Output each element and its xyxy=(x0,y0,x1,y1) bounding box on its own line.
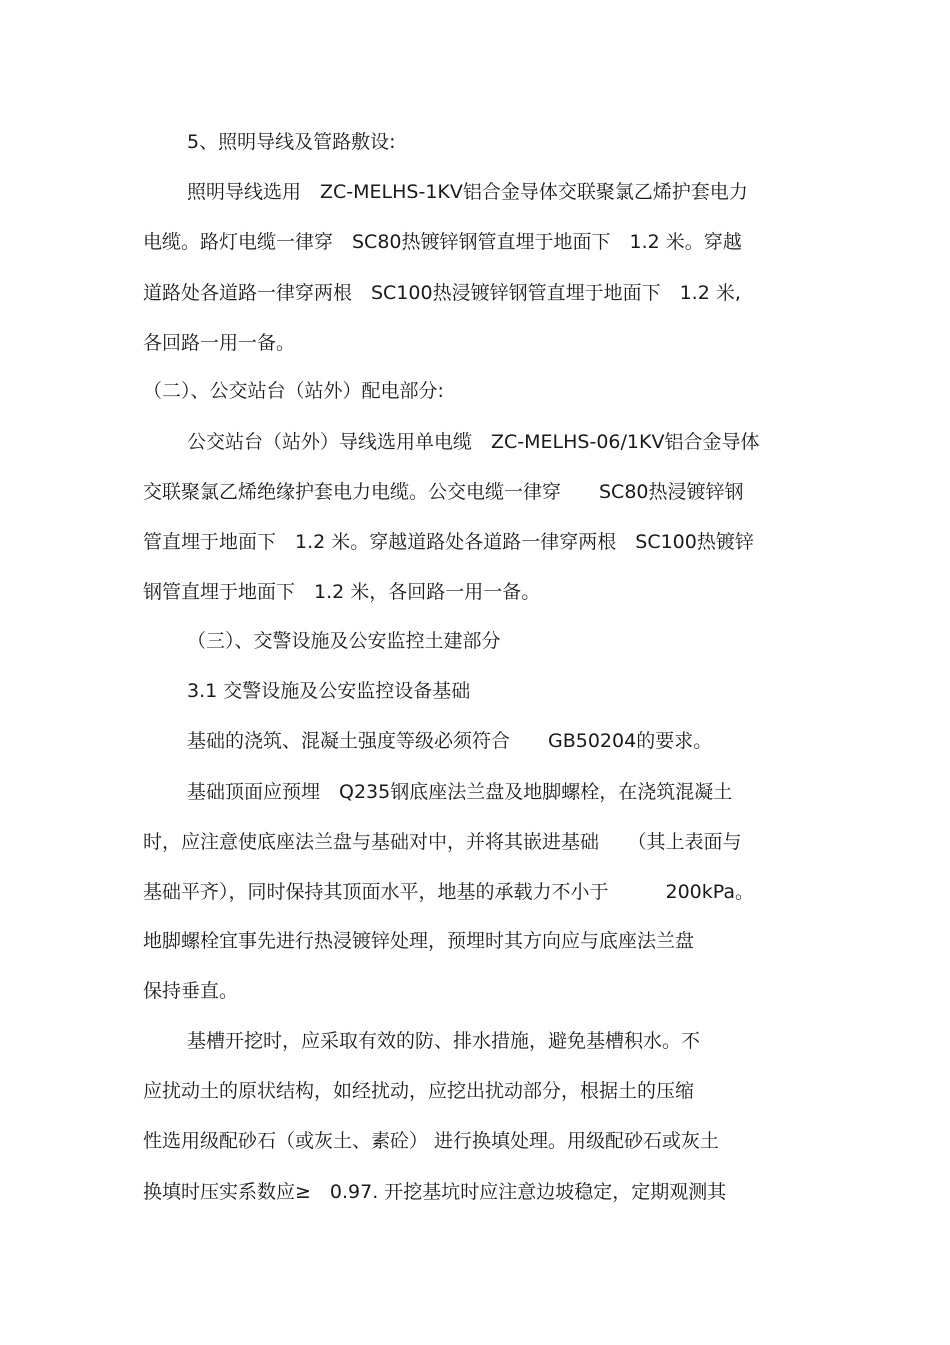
paragraph-line: 交联聚氯乙烯绝缘护套电力电缆。公交电缆一律穿 SC80热浸镀锌钢 xyxy=(143,481,744,503)
paragraph-line: 公交站台（站外）导线选用单电缆 ZC-MELHS-06/1KV铝合金导体 xyxy=(187,431,760,453)
paragraph-line: 地脚螺栓宜事先进行热浸镀锌处理，预埋时其方向应与底座法兰盘 xyxy=(143,930,695,952)
paragraph-line: 应扰动土的原状结构，如经扰动，应挖出扰动部分，根据土的压缩 xyxy=(143,1080,695,1102)
paragraph-line: 管直埋于地面下 1.2 米。穿越道路处各道路一律穿两根 SC100热镀锌 xyxy=(143,531,754,553)
paragraph-line: 照明导线选用 ZC-MELHS-1KV铝合金导体交联聚氯乙烯护套电力 xyxy=(187,181,748,203)
paragraph-line: 基础平齐），同时保持其顶面水平，地基的承载力不小于 200kPa。 xyxy=(143,881,755,903)
paragraph-line: 换填时压实系数应≥ 0.97. 开挖基坑时应注意边坡稳定，定期观测其 xyxy=(143,1181,727,1203)
section-heading-bus-station: （二）、公交站台（站外）配电部分: xyxy=(143,380,444,402)
paragraph-line: 基础顶面应预埋 Q235钢底座法兰盘及地脚螺栓，在浇筑混凝土 xyxy=(187,781,733,803)
paragraph-line: 基础的浇筑、混凝土强度等级必须符合 GB50204的要求。 xyxy=(187,730,713,752)
paragraph-line: 道路处各道路一律穿两根 SC100热浸镀锌钢管直埋于地面下 1.2 米, xyxy=(143,282,741,304)
paragraph-line: 基槽开挖时，应采取有效的防、排水措施，避免基槽积水。不 xyxy=(187,1030,701,1052)
paragraph-line: 性选用级配砂石（或灰土、素砼） 进行换填处理。用级配砂石或灰土 xyxy=(143,1130,720,1152)
paragraph-line: 电缆。路灯电缆一律穿 SC80热镀锌钢管直埋于地面下 1.2 米。穿越 xyxy=(143,231,742,253)
section-heading-traffic-police: （三）、交警设施及公安监控土建部分 xyxy=(187,630,501,652)
subsection-heading: 3.1 交警设施及公安监控设备基础 xyxy=(187,680,471,702)
paragraph-line: 时，应注意使底座法兰盘与基础对中，并将其嵌进基础 （其上表面与 xyxy=(143,831,742,853)
paragraph-line: 钢管直埋于地面下 1.2 米，各回路一用一备。 xyxy=(143,581,541,603)
paragraph-line: 保持垂直。 xyxy=(143,980,239,1002)
section-heading-lighting: 5、照明导线及管路敷设: xyxy=(187,131,396,153)
paragraph-line: 各回路一用一备。 xyxy=(143,332,296,354)
